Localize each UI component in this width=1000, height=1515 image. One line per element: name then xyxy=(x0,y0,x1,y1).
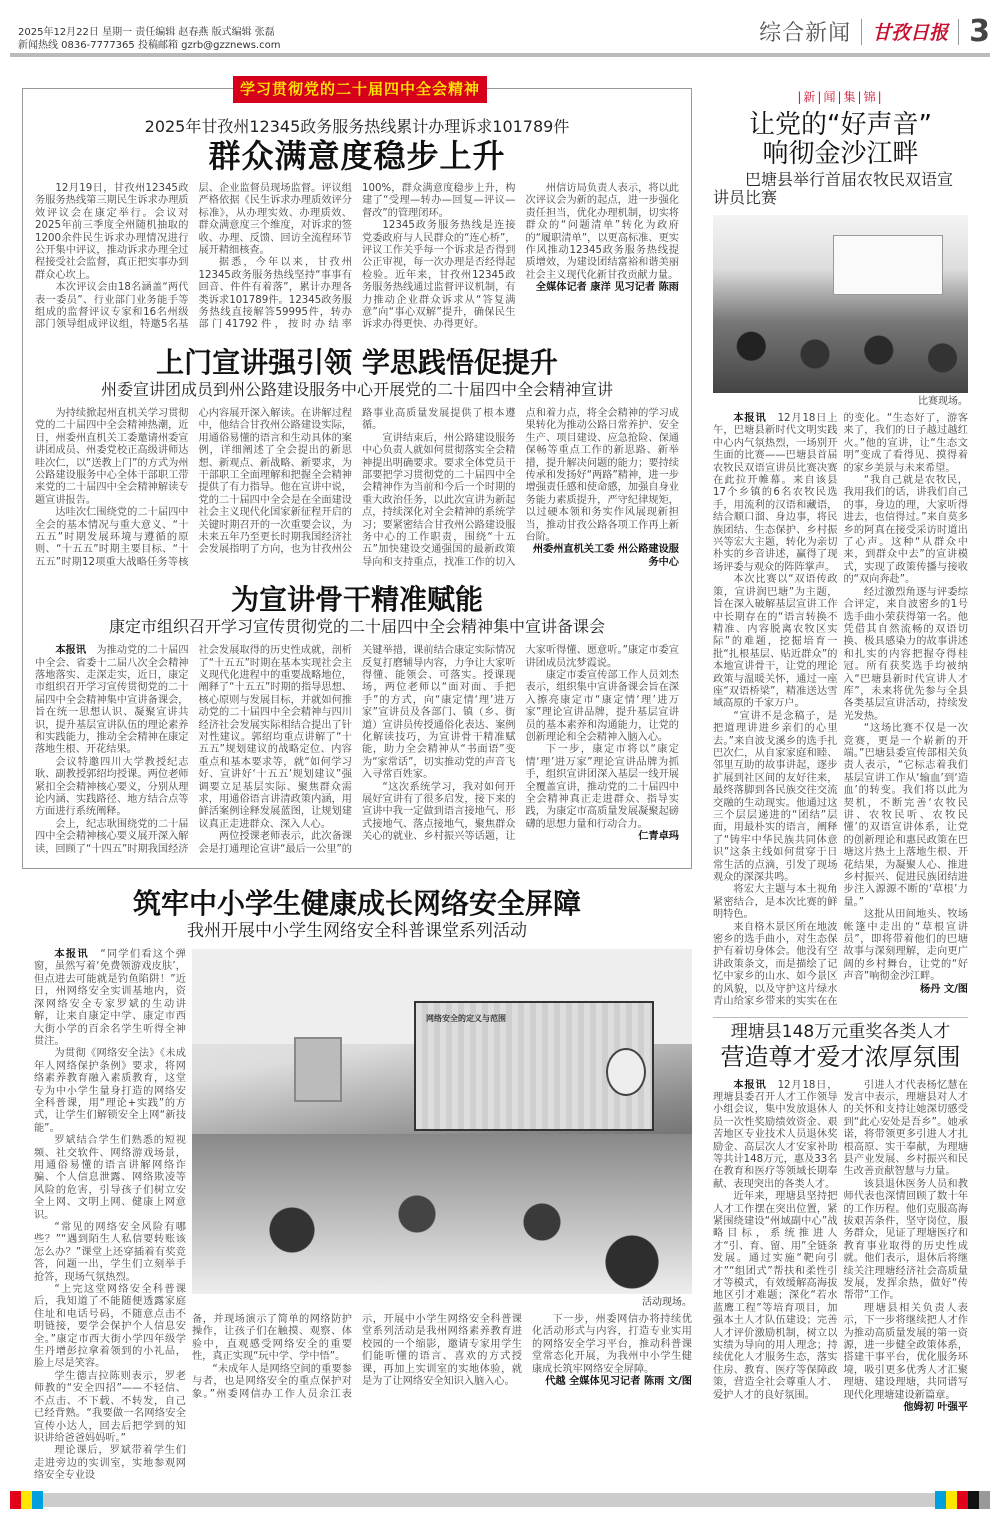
contest-photo xyxy=(713,215,968,393)
right-article1 xyxy=(713,88,968,1009)
paragraph-continuation: 备，并现场演示了简单的网络防护操作，让孩子们在触摸、观察、体验中，直观感受网络安全的重要性，真正实现“玩中学、学中悟”。 xyxy=(192,1314,352,1363)
right-article2 xyxy=(713,1017,968,1415)
paragraph-text: 理论课后，罗斌带着学生们走进旁边的实训室，实地参观网络安全专业设 xyxy=(34,1445,186,1482)
paper-logo: 甘孜日报 xyxy=(872,22,949,44)
display-board xyxy=(414,1001,654,1131)
paragraph-text: 会上，纪志耿围绕党的二十届四中全会精神核心要义展开深入解读，回顾了“十四五”时期我国经济社会发展取得的历史性成就，剖析了“十五五”时期在基本实现社会主义现代化进程中的重要战略地位，阐释了“十五五”时期的指导思想、核心原则与发展目标，并就如何推动党的二十届四中全会精神与四川经济社会发展实际相结合提出了针对性建议。郭绍均重点讲解了“十五五”规划建议的战略定位、内容重点和基本要求等，就“如何学习好、宣讲好‘十五五’规划建议”强调要立足基层实际、聚焦群众需求，用通俗语言讲清政策内涵，用鲜活案例诠释发展蓝图，让规划建议真正走进群众、深入人心。 xyxy=(35,645,352,855)
left-column xyxy=(22,80,692,1483)
paragraph-text: 经过激烈角逐与评委综合评定，来自波密乡的1号选手曲小荣获得第一名。他凭借其自然流畅的双语切换、极具感染力的故事讲述和扎实的内容把握夺得桂冠。所有获奖选手均被纳入“巴塘县新时代宣讲人才库”，未来将优先参与全县各类基层宣讲活动，持续发光发热。 xyxy=(843,586,968,722)
paragraph xyxy=(713,884,838,921)
article4-title: 筑牢中小学生健康成长网络安全屏障 xyxy=(132,887,581,921)
color-mark-yellow xyxy=(946,1491,957,1509)
byline: 代越 全媒体见习记者 陈雨 文/图 xyxy=(545,1376,692,1388)
paragraph-text: “这场比赛不仅是一次竞赛，更是一个崭新的开端。”巴塘县委宣传部相关负责人表示，“它标志着我们基层宣讲工作从‘输血’到‘造血’的转变。我们将以此为契机，不断完善‘农牧民讲、农牧民听、农牧民懂’的双语宣讲体系，让党的创新理论和惠民政策在巴塘这片热土上落地生根、开花结果，为凝聚人心、推进乡村振兴、促进民族团结进步注入源源不断的‘草根’力量。” xyxy=(843,723,968,908)
feature-box xyxy=(22,80,692,869)
paragraph-text: 引进人才代表杨忆慧在发言中表示，理塘县对人才的关怀和支持让她深切感受到“此心安处是吾乡”。她承诺，将带领更多引进人才扎根高原、实干奉献，为理塘县产业发展、乡村振兴和民生改善贡献智慧与力量。 xyxy=(843,1079,968,1178)
paragraph xyxy=(713,574,838,710)
paragraph-text: 康定市委宣传部工作人员刘杰表示，组织集中宣讲备课会旨在深入擦亮康定市“康定情‘理’进万家”理论宣讲品牌，提升基层宣讲员的基本素养和沟通能力，让党的创新理论和全会精神入脑入心。 xyxy=(525,669,679,743)
paragraph-text: “常见的网络安全风险有哪些？”“遇到陌生人私信要转账该怎么办？”课堂上还穿插着有奖竞答，问题一出，学生们立刻举手抢答，现场气氛热烈。 xyxy=(34,1222,186,1283)
date-editor-line: 2025年12月22日 星期一 责任编辑 赵春燕 版式编辑 张磊 xyxy=(18,27,275,38)
paragraph xyxy=(713,711,838,885)
masthead-meta xyxy=(18,26,280,52)
byline: 杨丹 文/图 xyxy=(919,983,968,995)
divider xyxy=(958,19,959,45)
color-mark-gray xyxy=(979,1491,990,1509)
right-article1-title xyxy=(713,111,968,169)
color-mark-black xyxy=(968,1491,979,1509)
paragraph xyxy=(713,413,838,574)
paragraph-text: 理塘县相关负责人表示，下一步将继续把人才作为推动高质量发展的第一资源，进一步健全政策体系，搭建干事平台，优化服务环境，吸引更多优秀人才汇聚理塘、建设理塘，共同谱写现代化理塘建设新篇章。 xyxy=(843,1302,968,1401)
page-number: 3 xyxy=(969,14,990,49)
paragraph xyxy=(526,183,680,282)
paragraph-text: 为持续掀起州直机关学习贯彻党的二十届四中全会精神热潮，近日，州委州直机关工委邀请州委宣讲团成员、州委党校正高级讲师达哇次仁，以“送教上门”的方式为州公路建设服务中心全体干部职工带来党的二十届四中全会精神解读专题宣讲报告。 xyxy=(35,407,189,506)
paragraph xyxy=(362,220,516,332)
masthead xyxy=(0,0,1000,62)
article2-title: 上门宣讲强引领 学思践悟促提升 xyxy=(156,345,558,379)
article4-right-area xyxy=(192,949,692,1482)
footer-bar xyxy=(10,1493,990,1507)
article4-bottom-body xyxy=(192,1314,692,1401)
article3-body xyxy=(35,645,679,856)
paragraph-text: 据悉，今年以来，甘孜州12345政务服务热线坚持“事事有回音、件件有着落”，累计办理各类诉求101789件。12345政务服务热线直接解答59995件，转办部门41792件，按时办结率100%，群众满意度稳步上升，构建了“受理—转办—回复—评议—督改”的管理闭环。 xyxy=(198,183,516,331)
paragraph xyxy=(526,744,680,831)
paragraph-text: 达哇次仁围绕党的二十届四中全会的基本情况与重大意义、“十五五”时期发展环境与遵循的原则、“十五五”时期主要目标、“十五五”时期12项重大战略任务等核心内容展开深入解读。在讲解过程中，他结合甘孜州公路建设实际，用通俗易懂的语言和生动具体的案例，详细阐述了全会提出的新思想、新观点、新战略、新要求，为干部职工全面理解和把握全会精神提供了有力指导。他在宣讲中说，党的二十届四中全会是在全面建设社会主义现代化国家新征程开启的关键时期召开的一次重要会议，为未来五年乃至更长时期我国经济社会发展指明了方向，也为甘孜州公路事业高质量发展提供了根本遵循。 xyxy=(35,407,516,568)
paragraph xyxy=(526,670,680,744)
paragraph-text: 将宏大主题与本土视角紧密结合，是本次比赛的鲜明特色。 xyxy=(713,884,838,921)
paragraph-text: “宣讲不是念稿子，是把道理讲进乡亲们的心里去。”来自波戈溪乡的选手扎巴次仁，从自家家庭和睦、邻里互助的故事讲起，逐步扩展到社区间的友好往来，最终落脚到各民族交往交流交融的生动现实。他通过这三个层层递进的“团结”层面，用最朴实的语言，阐释了“铸牢中华民族共同体意识”这条主线如何贯穿于日常生活的点滴，引发了现场观众的深深共鸣。 xyxy=(713,710,838,884)
article1-subtitle: 2025年甘孜州12345政务服务热线累计办理诉求101789件 xyxy=(144,117,570,136)
byline: 仁青卓玛 xyxy=(638,831,679,843)
section-name: 综合新闻 xyxy=(759,21,852,46)
paragraph xyxy=(34,1048,186,1135)
paragraph xyxy=(35,757,189,819)
paragraph-text: 该县退休医务人员和教师代表也深情回顾了数十年的工作历程。他们克服高海拔艰苦条件，坚守岗位，服务群众，见证了理塘医疗和教育事业取得的历史性成就。他们表示，退休后将继续关注理塘经济社会高质量发展，发挥余热，做好“传帮带”工作。 xyxy=(843,1178,968,1302)
paragraph xyxy=(34,1445,186,1482)
article4-left-body xyxy=(34,949,186,1482)
paragraph-text: 12月19日，甘孜州12345政务服务热线第三期民生诉求办理质效评议会在康定举行。会议对2025年前三季度全州随机抽取的1200余件民生诉求办理情况进行公开集中评议，推动诉求办理全过程接受社会监督，真正把实事办到群众心坎上。 xyxy=(35,183,189,281)
paragraph-text: 这批从田间地头、牧场帐篷中走出的“草根宣讲员”，即将带着他们的巴塘故事与深刻理解，走向更广阔的乡村舞台，让党的“好声音”响彻金沙江畔。 xyxy=(843,909,968,983)
paragraph xyxy=(844,909,969,983)
paragraph xyxy=(844,1080,969,1179)
dateline: 本报讯 xyxy=(55,645,87,657)
paragraph-text: 近年来，理塘县坚持把人才工作摆在突出位置，紧紧围绕建设“州域副中心”战略目标，系统推进人才“引、育、留、用”全链条发展。通过实施“靶向引才”“组团式”帮扶和柔性引才等模式，有效缓解高海拔地区引才难题；深化“若水蓝鹰工程”等培育项目，加强本土人才队伍建设；完善人才评价激励机制，树立以实绩为导向的用人理念；持续优化人才服务生态，落实住房、教育、医疗等保障政策，营造全社会尊重人才、爱护人才的良好氛围。 xyxy=(713,1191,838,1401)
board-title: 网络安全的定义与范围 xyxy=(426,1014,506,1024)
paragraph-text: 12月18日上午，巴塘县新时代文明实践中心内气氛热烈，一场别开生面的比赛——巴塘县首届农牧民双语宣讲员比赛决赛在此拉开帷幕。来自该县17个乡镇的6名农牧民选手，用流利的汉语和藏语，结合顺口溜、身边事，将民族团结、生态保护、乡村振兴等宏大主题，转化为亲切朴实的乡音讲述，赢得了现场评委与观众的阵阵掌声。 xyxy=(713,413,838,573)
paragraph xyxy=(713,1080,838,1192)
door xyxy=(294,1037,342,1102)
audience xyxy=(713,315,968,393)
article3-subtitle: 康定市组织召开学习宣传贯彻党的二十届四中全会精神集中宣讲备课会 xyxy=(108,617,605,637)
article1-title: 群众满意度稳步上升 xyxy=(208,137,506,175)
right-column xyxy=(713,88,968,1414)
color-mark-yellow xyxy=(21,1491,32,1509)
article2-body xyxy=(35,408,679,569)
color-mark-red xyxy=(957,1491,968,1509)
paragraph xyxy=(844,475,969,587)
paragraph-text: 下一步，州委网信办将持续优化活动形式与内容，打造专业实用的网络安全学习平台，推动科普课堂常态化开展，为我州中小学生健康成长筑牢网络安全屏障。 xyxy=(532,1314,692,1375)
classroom-photo-caption: 活动现场。 xyxy=(642,1297,692,1309)
paragraph-text: “同学们看这个弹窗，虽然写着‘免费领游戏皮肤’，但点进去可能就是钓鱼陷阱！”近日，州网络安全实训基地内，资深网络安全专家罗斌的生动讲解，让来自康定中学、康定市西大街小学的百余名学生听得全神贯注。 xyxy=(34,949,186,1047)
paragraph-text: 12月18日，理塘县委召开人才工作领导小组会议，集中发放退休人员一次性奖励绩效资金、艰苦地区专业技术人员退休奖励金、高层次人才安家补助等共计148万元，惠及33名在教育和医疗等领域长期奉献、表现突出的各类人才。 xyxy=(713,1079,838,1190)
paragraph-text: 为推动党的二十届四中全会、省委十二届八次全会精神落地落实、走深走实，近日，康定市组织召开学习宣传贯彻党的二十届四中全会精神集中宣讲备课会，旨在统一思想认识、凝聚宣讲共识，提升基层宣讲队伍的理论素养和实践能力，推动全会精神在康定落地生根、开花结果。 xyxy=(35,645,189,756)
header-rule xyxy=(10,53,990,57)
paragraph xyxy=(34,1222,186,1284)
right-article2-title: 营造尊才爱才浓厚氛围 xyxy=(720,1042,961,1071)
article2-subtitle: 州委宣讲团成员到州公路建设服务中心开展党的二十届四中全会精神宣讲 xyxy=(100,379,613,399)
paragraph xyxy=(35,408,189,507)
color-mark-red xyxy=(10,1491,21,1509)
contest-photo-caption: 比赛现场。 xyxy=(918,396,968,407)
paragraph xyxy=(844,587,969,723)
color-mark-cyan xyxy=(32,1491,43,1509)
paragraph xyxy=(532,1314,692,1376)
paragraph-text: 学生德吉拉陈则表示，罗老师教的“安全四招”——不轻信、不点击、不下载、不转发，自己已经背熟。“我要做一名网络安全宣传小达人，回去后把学到的知识讲给爸爸妈妈听。” xyxy=(34,1370,186,1444)
paragraph xyxy=(34,949,186,1048)
paragraph xyxy=(34,1371,186,1445)
article2 xyxy=(35,346,679,569)
hotline-email-line: 新闻热线 0836-7777365 投稿邮箱 gzrb@gzznews.com xyxy=(18,40,281,51)
paragraph-text: 来自格木景区所在地波密乡的选手曲小，对生态保护有着切身体会。他没有空讲政策条文，而是描绘了记忆中家乡的山水、如今景区的风貌，以及守护这片绿水青山给家乡带来的实实在在的变化。“生态好了，游客来了，我们的日子越过越红火。”他的宣讲，让“生态文明”变成了看得见、摸得着的家乡美景与未来希望。 xyxy=(713,413,968,1008)
article1-body xyxy=(35,183,679,332)
paragraph xyxy=(713,1191,838,1402)
article3 xyxy=(35,583,679,856)
article3-title: 为宣讲骨干精准赋能 xyxy=(230,583,483,617)
paragraph-text: 两位授课老师表示，此次备课会是打通理论宣讲“最后一公里”的关键举措，课前结合康定实际情况反复打磨辅导内容，力争让大家听得懂、能领会、可落实。授课现场，两位老师以“面对面、手把手”的方式，向“康定情‘理’进万家”宣讲员及各部门、镇（乡、街道）宣讲员传授通俗化表达、案例化解读技巧，为宣讲骨干精准赋能，助力全会精神从“书面语”变为“家常话”，切实推动党的声音飞入寻常百姓家。 xyxy=(198,645,516,855)
paragraph-text: 本次评议会由18名涵盖“两代表一委员”、行业部门业务能手等组成的监督评议专家和16名州级部门领导组成评议组，特邀5名基层、企业监督员现场监督。评议组严格依据《民生诉求办理质效评分标准》，从办理实效、办理质效、群众满意度三个维度，对诉求的签收、办理、反馈、回访全流程环节展开精细核查。 xyxy=(35,183,352,331)
column-tag: |新|闻|集|锦| xyxy=(797,90,884,104)
paragraph-text: 州信访局负责人表示，将以此次评议会为新的起点，进一步强化责任担当，优化办理机制，切实将群众的“问题清单”转化为政府的“履职清单”，以更高标准、更实作风推动12345政务服务热线提质增效，为建设团结富裕和谐美丽社会主义现代化新甘孜贡献力量。 xyxy=(525,183,679,281)
paragraph xyxy=(844,1179,969,1303)
page-body xyxy=(0,62,1000,1483)
paragraph-text: 为贯彻《网络安全法》《未成年人网络保护条例》要求，将网络素养教育融入素质教育，这堂专为中小学生量身打造的网络安全科普课，用“理论+实践”的方式，让学生们解锁安全上网“新技能”。 xyxy=(34,1048,186,1134)
paragraph xyxy=(34,1135,186,1222)
article1 xyxy=(35,117,679,332)
byline: 全媒体记者 康洋 见习记者 陈雨 xyxy=(535,282,679,294)
right-article2-subtitle: 理塘县148万元重奖各类人才 xyxy=(730,1021,951,1042)
article4-layout xyxy=(22,949,692,1482)
screen xyxy=(833,235,943,295)
article4-subtitle: 我州开展中小学生网络安全科普课堂系列活动 xyxy=(187,921,527,942)
paragraph xyxy=(844,723,969,909)
right-article1-body xyxy=(713,413,968,1009)
title-line1: 让党的“好声音” xyxy=(749,110,932,140)
paragraph-text: “这次系统学习，我对如何开展好宣讲有了很多启发，接下来的宣讲中我一定做到语言接地气、形式接地气、落点接地气，聚焦群众关心的就业、乡村振兴等话题，让大家听得懂、愿意听。”康定市委宣讲团成员沈梦霞说。 xyxy=(362,645,679,843)
paragraph-text: “未成年人是网络空间的重要参与者，也是网络安全的重点保护对象。”州委网信办工作人员余江表示，开展中小学生网络安全科普课堂系列活动是我州网络素养教育进校园的一个缩影，邀请专家用学生们能听懂的语言、喜欢的方式授课，再加上实训室的实地体验，就是为了让网络安全知识入脑入心。 xyxy=(192,1314,522,1400)
classroom-photo xyxy=(192,949,692,1294)
paragraph-text: 下一步，康定市将以“康定情‘理’进万家”理论宣讲品牌为抓手，组织宣讲团深入基层一线开展全覆盖宣讲，推动党的二十届四中全会精神真正走进群众、指导实践，为康定市高质量发展凝聚起磅礴的思想力量和行动合力。 xyxy=(525,744,679,830)
paragraph-text: 12345政务服务热线是连接党委政府与人民群众的“连心桥”，评议工作关乎每一个诉求是否得到公正审视，每一次办理是否经得起检验。近年来，甘孜州12345政务服务热线通过监督评议机制，有力推动企业群众诉求从“答复满意”向“事心双解”提升，确保民生诉求办得更快、办得更好。 xyxy=(362,220,516,331)
article4 xyxy=(22,887,692,1482)
paragraph-text: 本次比赛以“双语传政策，宣讲润巴塘”为主题，旨在深入破解基层宣讲工作中长期存在的“语言转换不精准、内容脱离农牧区实际”的难题，挖掘培育一批“扎根基层、贴近群众”的本地宣讲骨干，让党的理论政策与温暖关怀，通过一座座“双语桥梁”，精准送达雪域高原的千家万户。 xyxy=(713,574,838,710)
students xyxy=(192,1134,692,1294)
dateline: 本报讯 xyxy=(733,413,767,424)
title-line2: 响彻金沙江畔 xyxy=(762,139,919,169)
masthead-right xyxy=(759,14,990,49)
paragraph xyxy=(844,1303,969,1402)
right-article1-subtitle: 巴塘县举行首届农牧民双语宣讲员比赛 xyxy=(713,170,954,207)
paragraph-text: “我自己就是农牧民，我用我们的话，讲我们自己的事，身边的理，大家听得进去，也信得过。”来自莫多乡的阿真在接受采访时道出了心声。这种“从群众中来，到群众中去”的宣讲模式，实现了政策传播与接收的“双向奔赴”。 xyxy=(843,475,968,586)
paragraph xyxy=(35,645,189,757)
paragraph-text: 罗斌结合学生们熟悉的短视频、社交软件、网络游戏场景，用通俗易懂的语言讲解网络诈骗、个人信息泄露、网络欺凌等风险的危害，引导孩子们树立安全上网、文明上网、健康上网意识。 xyxy=(34,1135,186,1221)
feature-banner: 学习贯彻党的二十届四中全会精神 xyxy=(233,76,487,103)
byline: 他姆初 叶强平 xyxy=(903,1402,968,1414)
paragraph-text: 会议特邀四川大学教授纪志耿、副教授郭绍均授课。两位老师紧扣全会精神核心要义，分别从理论内涵、实践路径、地方结合点等方面进行系统阐释。 xyxy=(35,756,189,818)
paragraph xyxy=(35,183,189,282)
color-mark-cyan xyxy=(935,1491,946,1509)
right-article2-body xyxy=(713,1080,968,1415)
dateline: 本报讯 xyxy=(54,949,89,961)
paragraph xyxy=(34,1284,186,1371)
cartoon-face xyxy=(606,1048,646,1096)
paragraph-text: 宣讲结束后，州公路建设服务中心负责人就如何贯彻落实全会精神提出明确要求。要求全体党员干部要把学习贯彻党的二十届四中全会精神作为当前和今后一个时期的重大政治任务，以此次宣讲为新起点，持续深化对全会精神的系统学习；要紧密结合甘孜州公路建设服务中心的工作职责，围绕“十五五”加快建设交通强国的最新政策导向和支持重点，找准工作的切入点和着力点，将全会精神的学习成果转化为推动公路日常养护、安全生产、项目建设、应急抢险、保通保畅等重点工作的新思路、新举措，提升解决问题的能力；要持续传承和发扬好“两路”精神，进一步增强责任感和使命感，加强自身业务能力素质提升，严守纪律规矩，以过硬本领和务实作风展现新担当，推动甘孜公路各项工作再上新台阶。 xyxy=(362,407,679,568)
divider xyxy=(861,19,862,45)
byline: 州委州直机关工委 州公路建设服务中心 xyxy=(532,544,679,568)
paragraph-text: “上完这堂网络安全科普课后，我知道了不能随便透露家庭住址和电话号码，不随意点击不明链接，要学会保护个人信息安全。”康定市西大街小学四年级学生丹增彭拉拿着领到的小礼品，脸上尽是笑容。 xyxy=(34,1284,186,1370)
dateline: 本报讯 xyxy=(733,1079,767,1091)
